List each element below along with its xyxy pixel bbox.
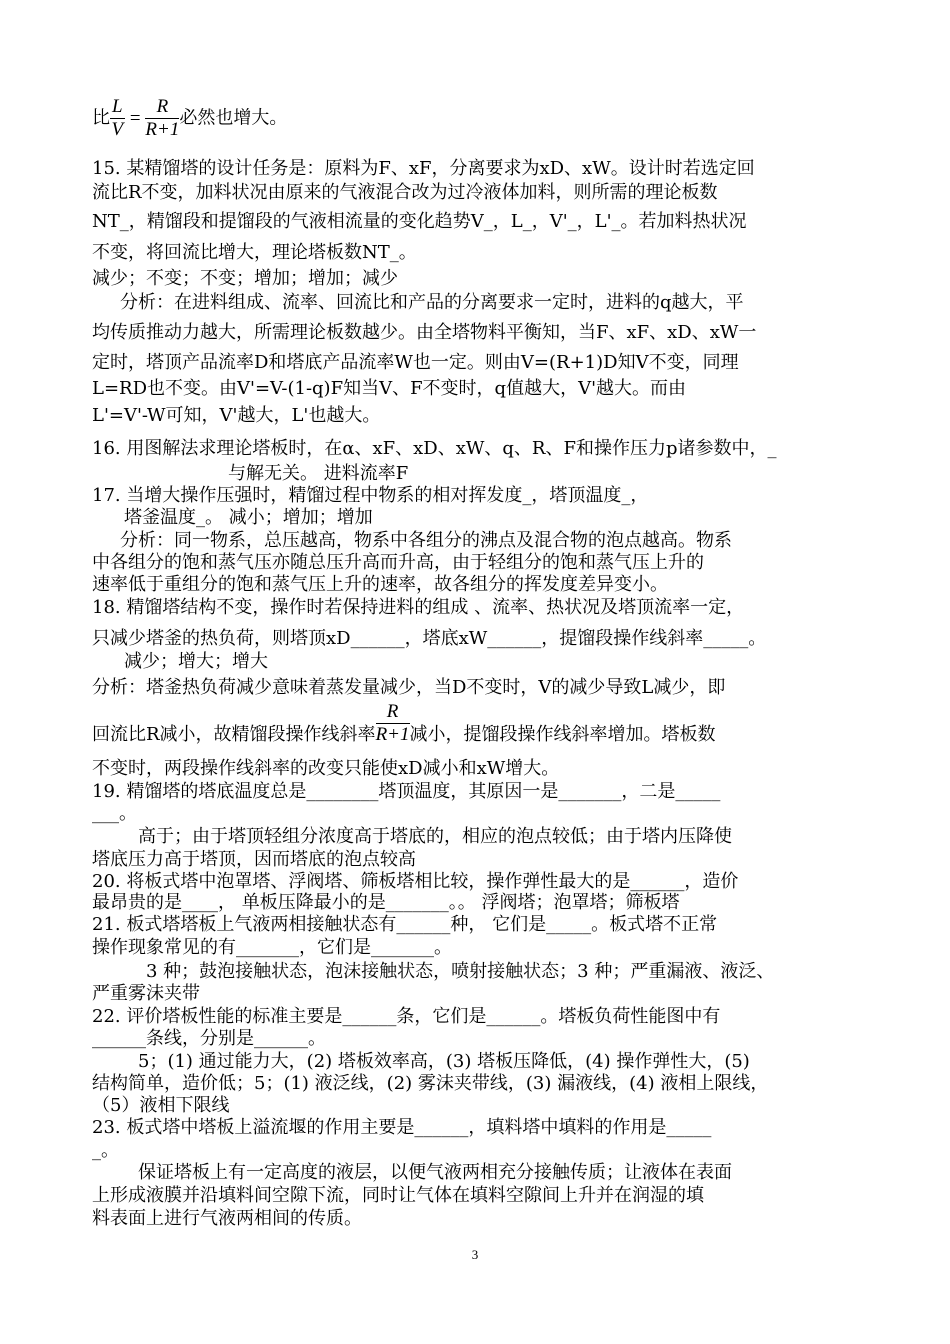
answer-line: 减少；不变；不变；增加；增加；减少 [92, 268, 398, 289]
text-line: 上形成液膜并沿填料间空隙下流，同时让气体在填料空隙间上升并在润湿的填 [92, 1185, 704, 1206]
formula-prefix: 比 [92, 107, 110, 129]
text-line: 中各组分的饱和蒸气压亦随总压升高而升高，由于轻组分的饱和蒸气压上升的 [92, 552, 704, 573]
text-line: 塔底压力高于塔顶，因而塔底的泡点较高 [92, 849, 416, 870]
analysis-line: 分析：塔釜热负荷减少意味着蒸发量减少，当D不变时，V的减少导致L减少，即 [92, 677, 726, 698]
question-21: 21. 板式塔塔板上气液两相接触状态有______种， 它们是_____。板式塔不正常 [92, 914, 718, 935]
question-20: 20. 将板式塔中泡罩塔、浮阀塔、筛板塔相比较，操作弹性最大的是______，造价 [92, 871, 739, 892]
text-line: 只减少塔釜的热负荷，则塔顶xD______，塔底xW______，提馏段操作线斜率_____。 [92, 628, 767, 649]
text-line: NT_，精馏段和提馏段的气液相流量的变化趋势V_，L_，V'_，L'_。若加料热状况 [92, 211, 747, 232]
text-line: 15. 某精馏塔的设计任务是：原料为F、xF，分离要求为xD、xW。设计时若选定回 [92, 158, 755, 179]
text-line: 定时，塔顶产品流率D和塔底产品流率W也一定。则由V=(R+1)D知V不变，同理 [92, 352, 739, 373]
text-line: 结构简单，造价低；5；(1) 液泛线，(2) 雾沫夹带线，(3) 漏液线，(4) 液相上限线， [92, 1073, 769, 1094]
text-line: 严重雾沫夹带 [92, 983, 200, 1004]
text-line: L'=V'-W可知，V'越大，L'也越大。 [92, 405, 381, 426]
analysis-line: 分析：同一物系，总压越高，物系中各组分的沸点及混合物的泡点越高。物系 [120, 530, 732, 551]
text-line: 塔釜温度_。 减小；增加；增加 [124, 507, 373, 528]
formula-line-mid [92, 700, 716, 746]
question-16: 16. 用图解法求理论塔板时，在α、xF、xD、xW、q、R、F和操作压力p诸参数中，_ [92, 438, 777, 459]
text-line: 不变，将回流比增大，理论塔板数NT_。 [92, 242, 417, 263]
fraction-l-over-v: $\frac{L}{V}$ [111, 96, 124, 140]
question-19: 19. 精馏塔的塔底温度总是________塔顶温度，其原因一是_______，二是_____ [92, 781, 721, 802]
text-line: 必然也增大。 [179, 107, 288, 129]
text-line: 均传质推动力越大，所需理论板数越少。由全塔物料平衡知，当F、xF、xD、xW一 [92, 322, 757, 343]
text-line: 回流比R减小，故精馏段操作线斜率 [92, 724, 376, 745]
answer-line: 保证塔板上有一定高度的液层，以便气液两相充分接触传质；让液体在表面 [138, 1162, 732, 1183]
text-line: 料表面上进行气液两相间的传质。 [92, 1208, 362, 1229]
text-line: _。 [92, 1140, 119, 1161]
question-18: 18. 精馏塔结构不变，操作时若保持进料的组成 、流率、热状况及塔顶流率一定， [92, 597, 745, 618]
answer-line: 高于；由于塔顶轻组分浓度高于塔底的，相应的泡点较低；由于塔内压降使 [138, 826, 732, 847]
formula-line [92, 96, 287, 141]
answer-line: 5；(1) 通过能力大，(2) 塔板效率高，(3) 塔板压降低，(4) 操作弹性大，(5) [138, 1051, 750, 1072]
equals-sign: = [128, 107, 142, 129]
text-line: 速率低于重组分的饱和蒸气压上升的速率，故各组分的挥发度差异变小。 [92, 574, 668, 595]
text-line: 减小，提馏段操作线斜率增加。塔板数 [409, 724, 716, 745]
page-number: 3 [471, 1247, 479, 1262]
question-22: 22. 评价塔板性能的标准主要是______条，它们是______。塔板负荷性能图中有 [92, 1006, 721, 1027]
text-line: 最昂贵的是____， 单板压降最小的是_______。。 浮阀塔；泡罩塔；筛板塔 [92, 892, 680, 913]
analysis-line: 分析：在进料组成、流率、回流比和产品的分离要求一定时，进料的q越大，平 [120, 292, 744, 313]
answer-line: 3 种；鼓泡接触状态，泡沫接触状态，喷射接触状态；3 种；严重漏液、液泛、 [146, 961, 775, 982]
text-line: 操作现象常见的有_______，它们是_______。 [92, 937, 452, 958]
text-line: 与解无关。 进料流率F [228, 463, 409, 484]
fraction-r-over-r1: $\frac{R}{R+1}$ [145, 96, 180, 140]
text-line: ______条线，分别是______。 [92, 1028, 326, 1049]
question-17: 17. 当增大操作压强时，精馏过程中物系的相对挥发度_，塔顶温度_， [92, 485, 649, 506]
fraction-r-over-r1-mid: $\frac{R}{R+1}$ [375, 700, 410, 745]
text-line: （5）液相下限线 [92, 1095, 230, 1116]
text-line: 不变时，两段操作线斜率的改变只能使xD减小和xW增大。 [92, 758, 560, 779]
text-line: ___。 [92, 803, 137, 824]
text-line: 流比R不变，加料状况由原来的气液混合改为过冷液体加料，则所需的理论板数 [92, 182, 718, 203]
text-line: L=RD也不变。由V'=V-(1-q)F知当V、F不变时，q值越大，V'越大。而由 [92, 378, 687, 399]
answer-line: 减少；增大；增大 [124, 651, 268, 672]
question-23: 23. 板式塔中塔板上溢流堰的作用主要是______，填料塔中填料的作用是_____ [92, 1117, 712, 1138]
